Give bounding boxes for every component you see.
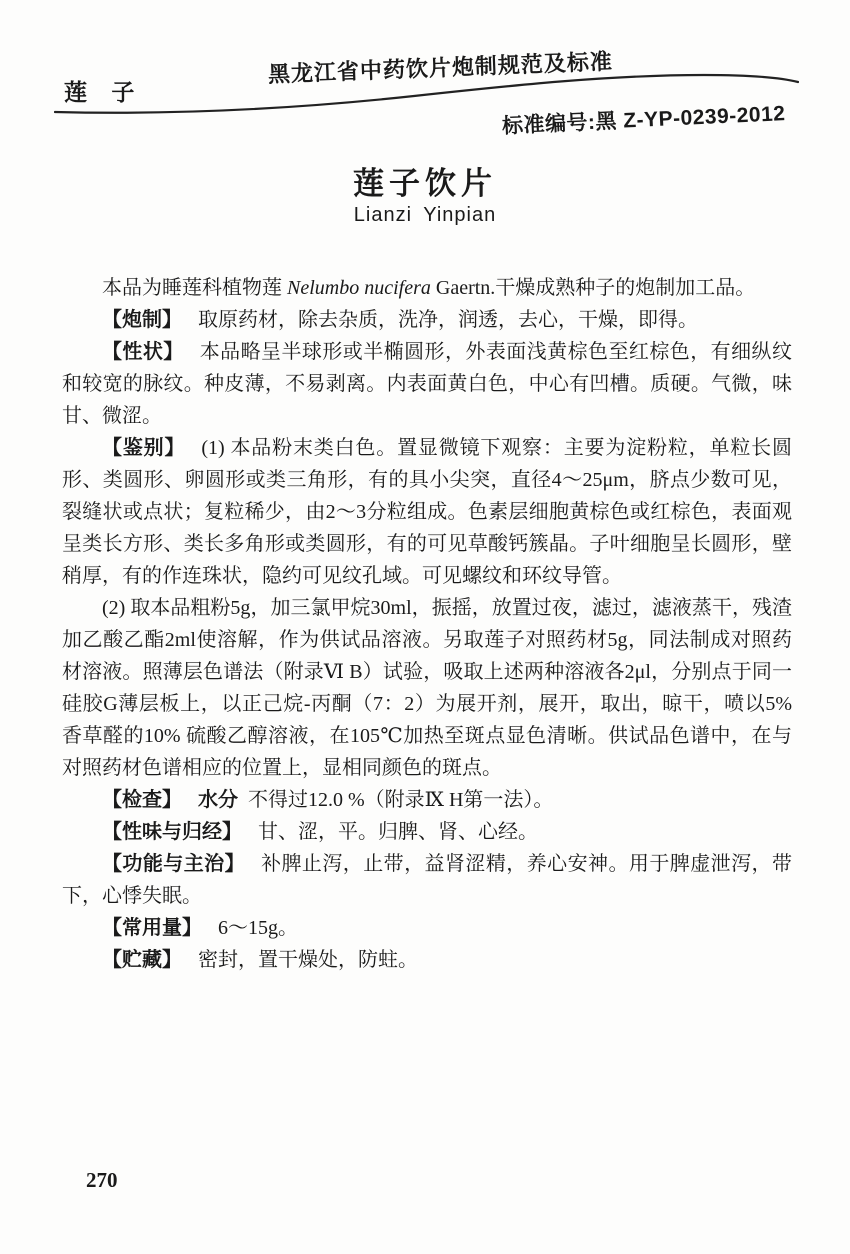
section-text: (1) 本品粉末类白色。置显微镜下观察：主要为淀粉粒，单粒长圆形、类圆形、卵圆形或类三角形，有的具小尖突，直径4～25μm，脐点少数可见，裂缝状或点状；复粒稀少，由2～3分粒组成。色素层细胞黄棕色或红棕色，表面观呈类长方形、类长多角形或类圆形，有的可见草酸钙簇晶。子叶细胞呈长圆形，壁稍厚，有的作连珠状，隐约可见纹孔域。可见螺纹和环纹导管。 xyxy=(62,437,792,587)
section-label: 【常用量】 xyxy=(102,917,202,939)
section-paragraph xyxy=(62,432,792,592)
title-pinyin: Lianzi Yinpian xyxy=(353,204,497,226)
intro-prefix: 本品为睡莲科植物莲 xyxy=(102,277,287,299)
section-label: 【炮制】 xyxy=(102,309,182,331)
standard-number: 标准编号:黑 Z-YP-0239-2012 xyxy=(501,102,786,138)
section-text: 甘、涩，平。归脾、肾、心经。 xyxy=(258,821,538,843)
section-label: 【性状】 xyxy=(102,341,184,363)
section-paragraph xyxy=(62,848,792,912)
section-label: 【贮藏】 xyxy=(102,949,182,971)
section-paragraph xyxy=(62,336,792,432)
section-text: 取原药材，除去杂质，洗净，润透，去心，干燥，即得。 xyxy=(198,309,698,331)
section-text: 不得过12.0 %（附录Ⅸ H第一法）。 xyxy=(248,789,554,811)
section-label: 【性味与归经】 xyxy=(102,821,242,843)
section-text: 6～15g。 xyxy=(218,917,298,939)
section-label: 【功能与主治】 xyxy=(102,853,246,875)
page-number: 270 xyxy=(86,1168,118,1192)
latin-name: Nelumbo nucifera xyxy=(287,277,431,299)
intro-suffix: Gaertn.干燥成熟种子的炮制加工品。 xyxy=(430,277,756,299)
section-label: 【鉴别】 xyxy=(102,437,186,459)
section-paragraph xyxy=(62,592,792,784)
page-title: 莲子饮片 xyxy=(353,166,497,201)
section-sublabel: 水分 xyxy=(198,789,238,811)
section-paragraph xyxy=(62,304,792,336)
header-book-title: 黑龙江省中药饮片炮制规范及标准 xyxy=(267,48,614,87)
intro-paragraph xyxy=(62,272,792,304)
sections-container xyxy=(62,304,792,976)
section-text: 补脾止泻，止带，益肾涩精，养心安神。用于脾虚泄泻，带下，心悸失眠。 xyxy=(62,853,792,907)
section-paragraph xyxy=(62,944,792,976)
section-paragraph xyxy=(62,816,792,848)
section-text: (2) 取本品粗粉5g，加三氯甲烷30ml，振摇，放置过夜，滤过，滤液蒸干，残渣加乙酸乙酯2ml使溶解，作为供试品溶液。另取莲子对照药材5g，同法制成对照药材溶液。照薄层色谱法（附录Ⅵ B）试验，吸取上述两种溶液各2μl，分别点于同一硅胶G薄层板上，以正己烷-丙酮（7：2）为展开剂，展开，取出，晾干，喷以5% 香草醛的10% 硫酸乙醇溶液，在105℃加热至斑点显色清晰。供试品色谱中，在与对照药材色谱相应的位置上，显相同颜色的斑点。 xyxy=(62,597,792,779)
section-paragraph xyxy=(62,784,792,816)
section-text: 本品略呈半球形或半椭圆形，外表面浅黄棕色至红棕色，有细纵纹和较宽的脉纹。种皮薄，不易剥离。内表面黄白色，中心有凹槽。质硬。气微，味甘、微涩。 xyxy=(62,341,792,427)
section-text: 密封，置干燥处，防蛀。 xyxy=(198,949,418,971)
header-drug-name: 莲 子 xyxy=(64,79,144,105)
section-paragraph xyxy=(62,912,792,944)
section-label: 【检查】 xyxy=(102,789,182,811)
document-body xyxy=(62,272,792,976)
